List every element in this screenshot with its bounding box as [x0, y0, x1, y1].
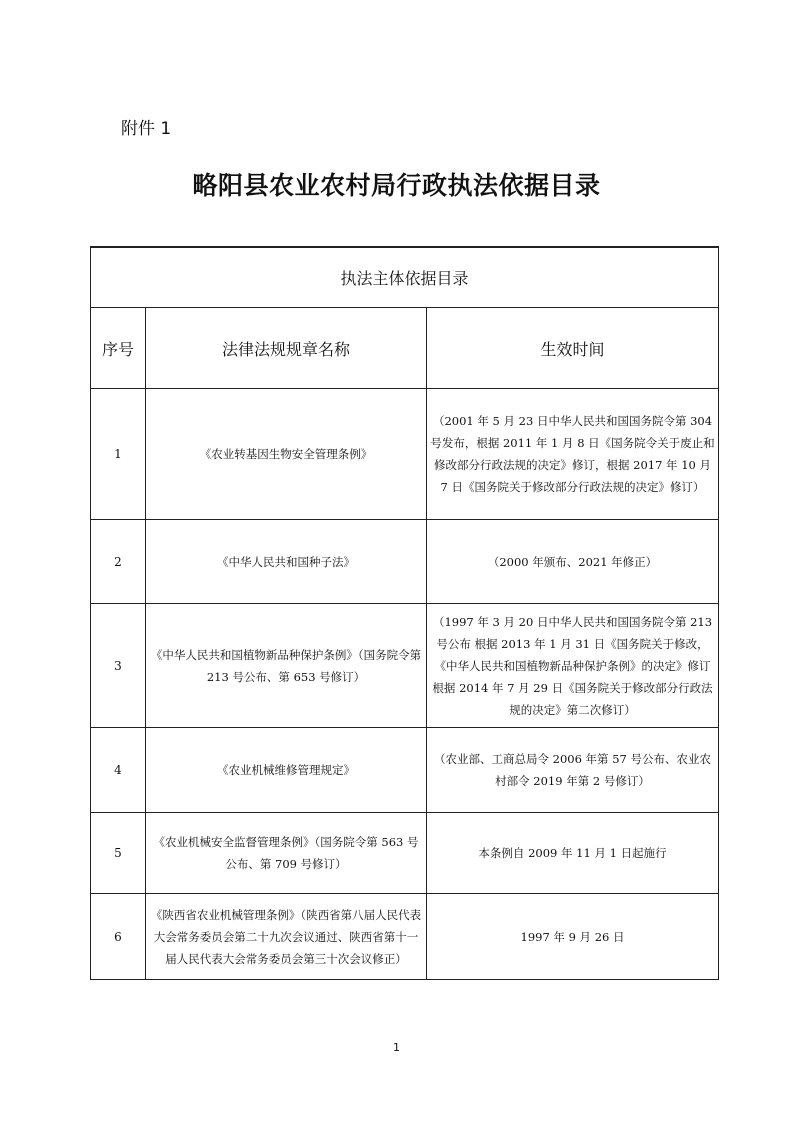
- row-index: 3: [91, 604, 146, 728]
- row-index: 6: [91, 894, 146, 980]
- table-row: [91, 894, 719, 980]
- basis-table: [90, 246, 719, 980]
- row-index: 2: [91, 520, 146, 604]
- row-name: 《陕西省农业机械管理条例》（陕西省第八届人民代表大会常务委员会第二十九次会议通过、陕西省第十一届人民代表大会常务委员会第三十次会议修正）: [146, 894, 427, 980]
- table-caption-row: [91, 247, 719, 308]
- table-row: [91, 389, 719, 520]
- header-name: 法律法规规章名称: [146, 308, 427, 389]
- row-name: 《农业机械安全监督管理条例》（国务院令第 563 号公布、第 709 号修订）: [146, 813, 427, 894]
- row-effective: （农业部、工商总局令 2006 年第 57 号公布、农业农村部令 2019 年第 2 号修订）: [427, 728, 719, 813]
- row-index: 4: [91, 728, 146, 813]
- row-name: 《中华人民共和国植物新品种保护条例》（国务院令第 213 号公布、第 653 号修订）: [146, 604, 427, 728]
- row-effective: （1997 年 3 月 20 日中华人民共和国国务院令第 213 号公布 根据 2013 年 1 月 31 日《国务院关于修改，《中华人民共和国植物新品种保护条例》的决定》修订 根据 2014 年 7 月 29 日《国务院关于修改部分行政法规的决定》第二次修订）: [427, 604, 719, 728]
- header-effective: 生效时间: [427, 308, 719, 389]
- table-row: [91, 520, 719, 604]
- page-number: 1: [393, 1041, 400, 1054]
- row-effective: 1997 年 9 月 26 日: [427, 894, 719, 980]
- attachment-label: 附件 1: [121, 119, 172, 139]
- row-name: 《农业转基因生物安全管理条例》: [146, 389, 427, 520]
- row-effective: （2000 年颁布、2021 年修正）: [427, 520, 719, 604]
- table-header-row: [91, 308, 719, 389]
- row-name: 《农业机械维修管理规定》: [146, 728, 427, 813]
- row-name: 《中华人民共和国种子法》: [146, 520, 427, 604]
- row-effective: （2001 年 5 月 23 日中华人民共和国国务院令第 304 号发布，根据 2011 年 1 月 8 日《国务院令关于废止和修改部分行政法规的决定》修订，根据 2017 年 10 月 7 日《国务院关于修改部分行政法规的决定》修订）: [427, 389, 719, 520]
- row-effective: 本条例自 2009 年 11 月 1 日起施行: [427, 813, 719, 894]
- table-row: [91, 728, 719, 813]
- table-caption: 执法主体依据目录: [91, 247, 719, 308]
- row-index: 1: [91, 389, 146, 520]
- header-index: 序号: [91, 308, 146, 389]
- table-row: [91, 604, 719, 728]
- table-row: [91, 813, 719, 894]
- row-index: 5: [91, 813, 146, 894]
- document-title: 略阳县农业农村局行政执法依据目录: [192, 171, 601, 200]
